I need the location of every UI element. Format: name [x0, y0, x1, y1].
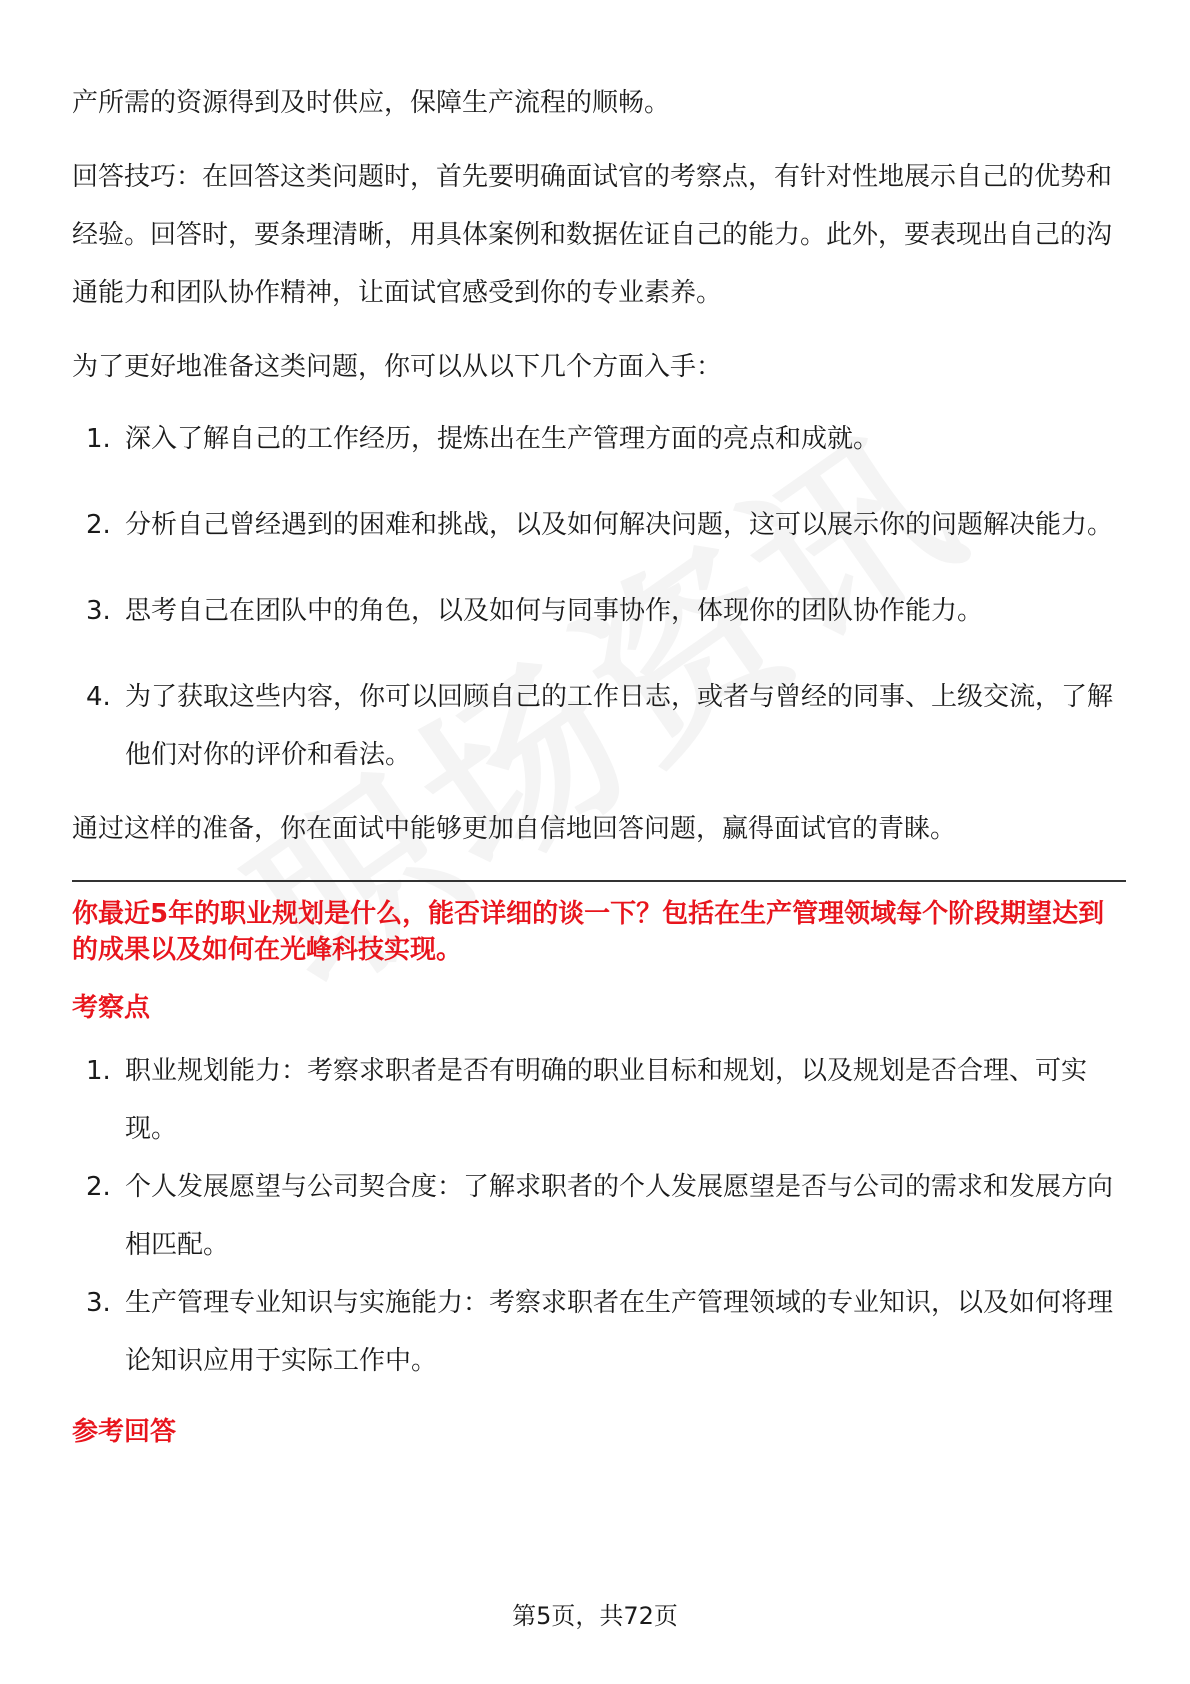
prep-list	[72, 410, 1122, 784]
list-item-text: 分析自己曾经遇到的困难和挑战，以及如何解决问题，这可以展示你的问题解决能力。	[125, 510, 1114, 540]
list-item-number: 2.	[86, 510, 111, 540]
list-item-text: 个人发展愿望与公司契合度：了解求职者的个人发展愿望是否与公司的需求和发展方向相匹配。	[125, 1172, 1114, 1260]
paragraph-conclusion: 通过这样的准备，你在面试中能够更加自信地回答问题，赢得面试官的青睐。	[72, 814, 957, 844]
list-item-number: 1.	[86, 1056, 111, 1086]
list-item-text: 职业规划能力：考察求职者是否有明确的职业目标和规划，以及规划是否合理、可实现。	[125, 1056, 1088, 1144]
section-divider	[72, 880, 1126, 882]
page-number-footer: 第5页，共72页	[512, 1602, 678, 1630]
list-item	[72, 1158, 1122, 1274]
list-item	[72, 410, 1122, 468]
section-title-answer: 参考回答	[72, 1417, 177, 1447]
list-item-number: 4.	[86, 682, 111, 712]
paragraph-answer-tips: 回答技巧：在回答这类问题时，首先要明确面试官的考察点，有针对性地展示自己的优势和经验。回答时，要条理清晰，用具体案例和数据佐证自己的能力。此外，要表现出自己的沟通能力和团队协作精神，让面试官感受到你的专业素养。	[72, 162, 1113, 308]
points-list	[72, 1042, 1122, 1390]
list-item	[72, 1042, 1122, 1158]
list-item-number: 3.	[86, 1288, 111, 1318]
list-item-text: 思考自己在团队中的角色，以及如何与同事协作，体现你的团队协作能力。	[125, 596, 984, 626]
list-item	[72, 1274, 1122, 1390]
list-item-text: 生产管理专业知识与实施能力：考察求职者在生产管理领域的专业知识，以及如何将理论知识应用于实际工作中。	[125, 1288, 1114, 1376]
list-item-number: 1.	[86, 424, 111, 454]
list-item-number: 3.	[86, 596, 111, 626]
list-item	[72, 582, 1122, 640]
interview-question: 你最近5年的职业规划是什么，能否详细的谈一下？包括在生产管理领域每个阶段期望达到的成果以及如何在光峰科技实现。	[72, 899, 1105, 965]
list-item-text: 深入了解自己的工作经历，提炼出在生产管理方面的亮点和成就。	[125, 424, 880, 454]
list-item-text: 为了获取这些内容，你可以回顾自己的工作日志，或者与曾经的同事、上级交流，了解他们对你的评价和看法。	[125, 682, 1114, 770]
list-item	[72, 496, 1122, 554]
list-item	[72, 668, 1122, 784]
paragraph-continuation: 产所需的资源得到及时供应，保障生产流程的顺畅。	[72, 88, 671, 118]
page-content	[72, 74, 1122, 1466]
list-item-number: 2.	[86, 1172, 111, 1202]
section-title-points: 考察点	[72, 993, 151, 1023]
paragraph-prep-intro: 为了更好地准备这类问题，你可以从以下几个方面入手：	[72, 352, 723, 382]
